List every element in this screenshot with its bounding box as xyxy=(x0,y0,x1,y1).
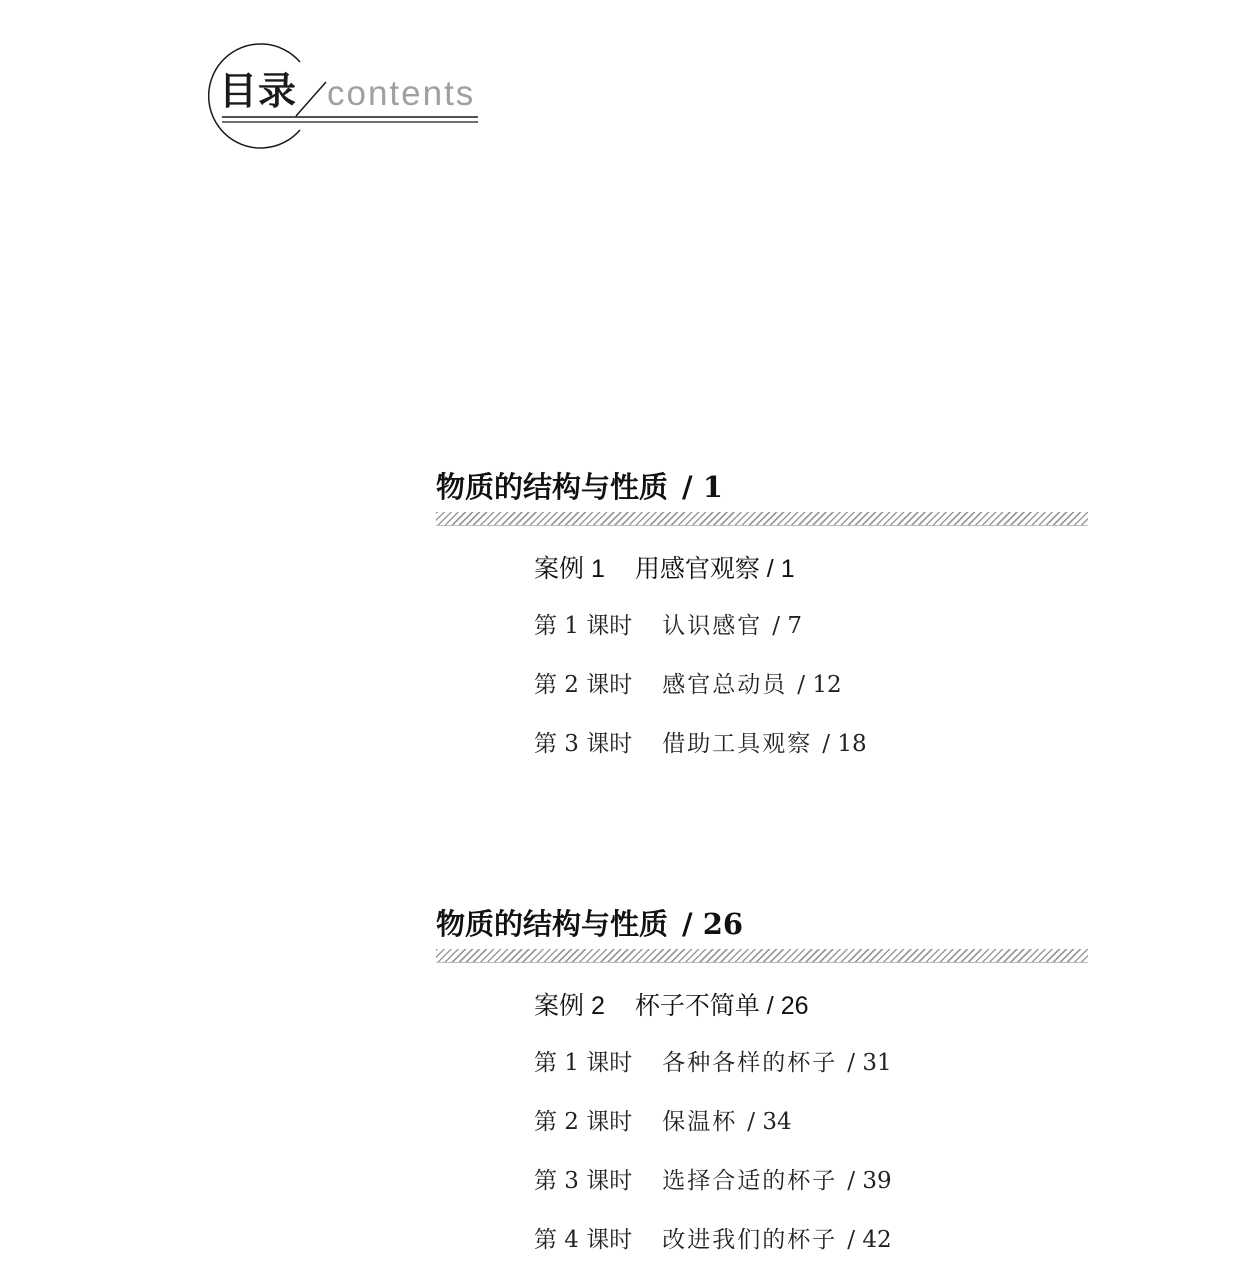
lesson-page: / 12 xyxy=(797,672,842,698)
lesson-title: 选择合适的杯子 xyxy=(662,1168,838,1194)
case-name: 杯子不简单 / 26 xyxy=(634,992,809,1020)
section-page: / 1 xyxy=(682,470,723,504)
lesson-label: 第 2 课时 xyxy=(534,1109,633,1135)
lesson-entry[interactable] xyxy=(534,669,1090,701)
lesson-page: / 31 xyxy=(847,1050,892,1076)
lesson-label: 第 4 课时 xyxy=(534,1227,633,1253)
hatch-divider xyxy=(436,512,1088,526)
lesson-entry[interactable] xyxy=(534,1165,1090,1197)
lesson-title: 感官总动员 xyxy=(662,672,788,698)
lesson-title: 认识感官 xyxy=(662,613,763,639)
lesson-page: / 42 xyxy=(847,1227,892,1253)
case-entry[interactable] xyxy=(534,989,1090,1023)
lesson-page: / 34 xyxy=(747,1109,792,1135)
lesson-title: 借助工具观察 xyxy=(662,731,813,757)
case-name: 用感官观察 / 1 xyxy=(634,555,795,583)
lesson-page: / 18 xyxy=(822,731,867,757)
toc-section xyxy=(436,468,1090,787)
lesson-entry[interactable] xyxy=(534,1224,1090,1256)
lesson-title: 保温杯 xyxy=(662,1109,738,1135)
lesson-label: 第 2 课时 xyxy=(534,672,633,698)
hatch-divider xyxy=(436,949,1088,963)
case-label: 案例 1 xyxy=(534,555,605,583)
case-entry[interactable] xyxy=(534,552,1090,586)
lesson-page: / 39 xyxy=(847,1168,892,1194)
toc-header xyxy=(0,0,520,170)
section-heading[interactable] xyxy=(436,905,1090,943)
section-title: 物质的结构与性质 xyxy=(436,470,669,504)
section-page: / 26 xyxy=(682,907,744,941)
lesson-title: 各种各样的杯子 xyxy=(662,1050,838,1076)
toc-entries xyxy=(534,552,1090,760)
lesson-entry[interactable] xyxy=(534,1047,1090,1079)
lesson-title: 改进我们的杯子 xyxy=(662,1227,838,1253)
lesson-entry[interactable] xyxy=(534,610,1090,642)
section-title: 物质的结构与性质 xyxy=(436,907,669,941)
lesson-label: 第 3 课时 xyxy=(534,731,633,757)
lesson-label: 第 1 课时 xyxy=(534,1050,633,1076)
section-heading[interactable] xyxy=(436,468,1090,506)
lesson-label: 第 3 课时 xyxy=(534,1168,633,1194)
lesson-entry[interactable] xyxy=(534,728,1090,760)
lesson-page: / 7 xyxy=(772,613,802,639)
toc-entries xyxy=(534,989,1090,1256)
page-title: 目录 xyxy=(219,69,298,113)
lesson-entry[interactable] xyxy=(534,1106,1090,1138)
page-subtitle: contents xyxy=(327,74,476,113)
case-label: 案例 2 xyxy=(534,992,605,1020)
lesson-label: 第 1 课时 xyxy=(534,613,633,639)
toc-section xyxy=(436,905,1090,1283)
